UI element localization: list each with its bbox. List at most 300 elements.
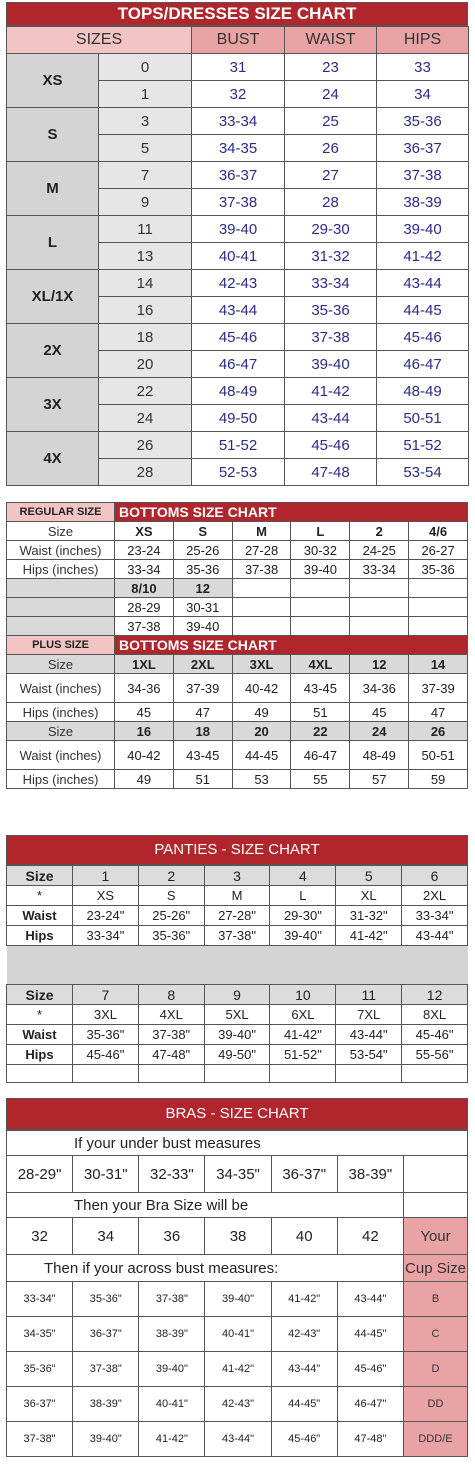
size-cell: 8/10 [115,579,174,598]
across-bust-cell: 36-37" [73,1317,139,1352]
size-letter: 3XL [73,1005,139,1025]
size-cell: 3XL [232,655,291,674]
under-bust-note: If your under bust measures [7,1131,468,1156]
waist-cell: 47-48 [285,459,377,486]
tops-size-chart [6,2,468,486]
bras-note2-row [7,1193,468,1218]
empty-cell [403,1193,467,1218]
waist-cell: 28-29 [115,598,174,617]
size-number: 14 [99,270,192,297]
empty-cell [7,579,115,598]
regular-bottoms-title: BOTTOMS SIZE CHART [115,503,468,522]
across-bust-cell: 35-36" [7,1352,73,1387]
empty-cell [232,579,291,598]
bras-size-chart [6,1098,468,1457]
across-bust-cell: 37-38" [7,1422,73,1457]
waist-cell: 24-25 [350,541,409,560]
bras-note1-row [7,1131,468,1156]
under-bust-cell: 28-29" [7,1156,73,1193]
size-number: 10 [270,985,336,1005]
hips-cell: 44-45 [377,297,469,324]
bust-cell: 45-46 [192,324,285,351]
waist-cell: 28 [285,189,377,216]
waist-cell: 33-34" [402,906,468,926]
waist-cell: 29-30" [270,906,336,926]
bra-size-cell: 38 [205,1218,271,1255]
waist-cell: 34-36 [115,674,174,703]
waist-label: Waist [7,906,73,926]
size-label: 4X [7,432,99,486]
size-letter: 4XL [138,1005,204,1025]
bras-note3-row [7,1255,468,1282]
bust-cell: 46-47 [192,351,285,378]
size-letter: S [138,886,204,906]
extra-hips-row [7,617,468,636]
bra-size-cell: 32 [7,1218,73,1255]
tops-row [7,432,469,459]
regular-waist-row [7,541,468,560]
tops-row [7,270,469,297]
size-label: Size [7,722,115,741]
bra-size-cell: 34 [73,1218,139,1255]
size-letter: L [270,886,336,906]
regular-hips-row [7,560,468,579]
hips-cell: 33 [377,54,469,81]
hips-cell: 35-36" [138,926,204,946]
size-letter: 8XL [402,1005,468,1025]
empty-cell [7,598,115,617]
size-label: 2X [7,324,99,378]
bust-cell: 48-49 [192,378,285,405]
waist-cell: 45-46" [402,1025,468,1045]
tops-row [7,324,469,351]
across-bust-cell: 41-42" [271,1282,337,1317]
size-letter: 2XL [402,886,468,906]
hips-cell: 37-38 [115,617,174,636]
bras-body [7,1282,468,1457]
size-number: 5 [336,866,402,886]
hips-cell: 41-42" [336,926,402,946]
across-bust-cell: 37-38" [73,1352,139,1387]
hips-cell: 57 [350,770,409,789]
panties-g1-letter-row [7,886,468,906]
hips-cell: 35-36 [173,560,232,579]
size-label: S [7,108,99,162]
hips-label: Hips (inches) [7,703,115,722]
size-cell: 12 [173,579,232,598]
size-number: 3 [99,108,192,135]
hips-cell: 48-49 [377,378,469,405]
hips-cell: 51 [291,703,350,722]
across-bust-cell: 34-35" [7,1317,73,1352]
waist-cell: 44-45 [232,741,291,770]
panties-blank-row [7,1065,468,1083]
bust-cell: 34-35 [192,135,285,162]
across-bust-cell: 39-40" [139,1352,205,1387]
bra-size-cell: 36 [139,1218,205,1255]
size-cell: S [173,522,232,541]
plus1-hips-row [7,703,468,722]
across-bust-cell: 42-43" [205,1387,271,1422]
across-bust-note: Then if your across bust measures: [7,1255,404,1282]
size-letter: 5XL [204,1005,270,1025]
waist-cell: 43-44" [336,1025,402,1045]
size-letter: XL [336,886,402,906]
hips-cell: 43-44" [402,926,468,946]
waist-cell: 41-42 [285,378,377,405]
size-number: 7 [99,162,192,189]
bras-size-row [7,1218,468,1255]
waist-cell: 34-36 [350,674,409,703]
plus-size-tag: PLUS SIZE [7,636,115,655]
under-bust-cell: 38-39" [337,1156,403,1193]
bras-cup-row [7,1317,468,1352]
across-bust-cell: 38-39" [139,1317,205,1352]
cup-cell: DDD/E [403,1422,467,1457]
hips-cell: 53-54 [377,459,469,486]
size-cell: 4XL [291,655,350,674]
empty-cell [73,1065,139,1083]
extra-size-row [7,579,468,598]
cup-cell: B [403,1282,467,1317]
hips-cell: 37-38 [377,162,469,189]
regular-size-row [7,522,468,541]
waist-cell: 35-36" [73,1025,139,1045]
size-number: 1 [99,81,192,108]
hips-cell: 45-46" [73,1045,139,1065]
size-number: 11 [99,216,192,243]
size-number: 3 [204,866,270,886]
waist-cell: 27-28" [204,906,270,926]
empty-cell [350,617,409,636]
hips-cell: 33-34" [73,926,139,946]
size-number: 18 [99,324,192,351]
panties-g1-hips-row [7,926,468,946]
cup-cell: D [403,1352,467,1387]
cup-cell: C [403,1317,467,1352]
tops-table [6,26,469,486]
size-number: 9 [204,985,270,1005]
waist-cell: 39-40 [285,351,377,378]
waist-label: Waist [7,1025,73,1045]
hips-cell: 39-40" [270,926,336,946]
across-bust-cell: 43-44" [205,1422,271,1457]
across-bust-cell: 36-37" [7,1387,73,1422]
plus2-size-row [7,722,468,741]
star-label: * [7,886,73,906]
waist-cell: 39-40" [204,1025,270,1045]
hips-cell: 51-52" [270,1045,336,1065]
hips-cell: 47-48" [138,1045,204,1065]
empty-cell [138,1065,204,1083]
waist-label: Waist (inches) [7,674,115,703]
across-bust-cell: 46-47" [337,1387,403,1422]
size-number: 28 [99,459,192,486]
waist-label: Waist (inches) [7,741,115,770]
hips-cell: 39-40 [377,216,469,243]
hips-cell: 33-34 [115,560,174,579]
panties-gap-row [7,946,468,985]
waist-cell: 31-32 [285,243,377,270]
waist-cell: 37-39 [173,674,232,703]
size-label: XS [7,54,99,108]
empty-cell [291,617,350,636]
across-bust-cell: 41-42" [205,1352,271,1387]
panties-chart-title: PANTIES - SIZE CHART [6,835,468,865]
tops-row [7,216,469,243]
size-cell: 12 [350,655,409,674]
empty-cell [403,1156,467,1193]
waist-cell: 25-26 [173,541,232,560]
bottoms-size-chart [6,502,468,789]
size-number: 22 [99,378,192,405]
bottoms-table [6,502,468,789]
panties-g2-hips-row [7,1045,468,1065]
waist-cell: 37-38" [138,1025,204,1045]
size-number: 0 [99,54,192,81]
size-cell: M [232,522,291,541]
header-bust: BUST [192,27,285,54]
plus1-size-row [7,655,468,674]
size-label: Size [7,655,115,674]
tops-row [7,162,469,189]
waist-cell: 43-44 [285,405,377,432]
tops-row [7,378,469,405]
hips-cell: 45 [350,703,409,722]
size-cell: 24 [350,722,409,741]
size-label: 3X [7,378,99,432]
across-bust-cell: 45-46" [337,1352,403,1387]
waist-cell: 50-51 [409,741,468,770]
hips-cell: 35-36 [409,560,468,579]
hips-cell: 51 [173,770,232,789]
hips-label: Hips (inches) [7,560,115,579]
waist-cell: 43-45 [291,674,350,703]
waist-cell: 48-49 [350,741,409,770]
across-bust-cell: 38-39" [73,1387,139,1422]
across-bust-cell: 39-40" [205,1282,271,1317]
across-bust-cell: 43-44" [271,1352,337,1387]
size-cell: 4/6 [409,522,468,541]
empty-cell [350,598,409,617]
bras-cup-row [7,1422,468,1457]
size-number: 24 [99,405,192,432]
waist-cell: 40-42 [115,741,174,770]
across-bust-cell: 39-40" [73,1422,139,1457]
size-label: Size [7,866,73,886]
across-bust-cell: 44-45" [271,1387,337,1422]
panties-g2-letter-row [7,1005,468,1025]
under-bust-cell: 32-33" [139,1156,205,1193]
hips-cell: 35-36 [377,108,469,135]
hips-cell: 59 [409,770,468,789]
waist-cell: 27 [285,162,377,189]
empty-cell [232,598,291,617]
hips-cell: 47 [409,703,468,722]
hips-cell: 50-51 [377,405,469,432]
size-cell: 14 [409,655,468,674]
panties-size-chart [6,835,468,1083]
empty-cell [350,579,409,598]
bra-size-cell: 42 [337,1218,403,1255]
hips-cell: 51-52 [377,432,469,459]
panties-g1-num-row [7,866,468,886]
bust-cell: 31 [192,54,285,81]
size-number: 2 [138,866,204,886]
hips-label: Hips (inches) [7,770,115,789]
empty-cell [204,1065,270,1083]
hips-cell: 46-47 [377,351,469,378]
plus-bottoms-title: BOTTOMS SIZE CHART [115,636,468,655]
empty-cell [409,617,468,636]
cup-cell: DD [403,1387,467,1422]
hips-cell: 37-38 [232,560,291,579]
under-bust-cell: 34-35" [205,1156,271,1193]
hips-cell: 45-46 [377,324,469,351]
hips-label: Hips [7,1045,73,1065]
across-bust-cell: 45-46" [271,1422,337,1457]
hips-cell: 53 [232,770,291,789]
star-label: * [7,1005,73,1025]
bust-cell: 42-43 [192,270,285,297]
waist-cell: 33-34 [285,270,377,297]
size-number: 8 [138,985,204,1005]
hips-cell: 45 [115,703,174,722]
across-bust-cell: 40-41" [139,1387,205,1422]
plus1-waist-row [7,674,468,703]
empty-cell [409,598,468,617]
waist-label: Waist (inches) [7,541,115,560]
hips-cell: 37-38" [204,926,270,946]
bust-cell: 51-52 [192,432,285,459]
hips-cell: 39-40 [291,560,350,579]
regular-size-tag: REGULAR SIZE [7,503,115,522]
across-bust-cell: 33-34" [7,1282,73,1317]
size-cell: 2 [350,522,409,541]
under-bust-cell: 30-31" [73,1156,139,1193]
hips-cell: 39-40 [173,617,232,636]
across-bust-cell: 42-43" [271,1317,337,1352]
plus2-waist-row [7,741,468,770]
hips-cell: 49-50" [204,1045,270,1065]
size-number: 13 [99,243,192,270]
bust-cell: 49-50 [192,405,285,432]
hips-cell: 36-37 [377,135,469,162]
waist-cell: 43-45 [173,741,232,770]
across-bust-cell: 41-42" [139,1422,205,1457]
across-bust-cell: 47-48" [337,1422,403,1457]
empty-cell [409,579,468,598]
size-number: 16 [99,297,192,324]
bust-cell: 52-53 [192,459,285,486]
size-number: 20 [99,351,192,378]
size-cell: L [291,522,350,541]
empty-cell [7,1065,73,1083]
size-number: 4 [270,866,336,886]
plus-title-row [7,636,468,655]
waist-cell: 30-31 [173,598,232,617]
panties-g2-num-row [7,985,468,1005]
across-bust-cell: 35-36" [73,1282,139,1317]
size-cell: 18 [173,722,232,741]
size-cell: 2XL [173,655,232,674]
size-cell: 1XL [115,655,174,674]
waist-cell: 24 [285,81,377,108]
tops-row [7,108,469,135]
empty-cell [291,598,350,617]
waist-cell: 25-26" [138,906,204,926]
waist-cell: 37-39 [409,674,468,703]
size-label: XL/1X [7,270,99,324]
size-label: M [7,162,99,216]
waist-cell: 25 [285,108,377,135]
size-cell: 16 [115,722,174,741]
regular-title-row [7,503,468,522]
size-cell: 22 [291,722,350,741]
empty-cell [402,1065,468,1083]
bras-cup-row [7,1282,468,1317]
waist-cell: 26 [285,135,377,162]
waist-cell: 31-32" [336,906,402,926]
waist-cell: 26-27 [409,541,468,560]
bra-size-cell: 40 [271,1218,337,1255]
size-number: 26 [99,432,192,459]
under-bust-cell: 36-37" [271,1156,337,1193]
your-label: Your [403,1218,467,1255]
empty-cell [7,617,115,636]
waist-cell: 23-24 [115,541,174,560]
bust-cell: 37-38 [192,189,285,216]
bust-cell: 43-44 [192,297,285,324]
panties-g2-waist-row [7,1025,468,1045]
hips-label: Hips [7,926,73,946]
hips-cell: 53-54" [336,1045,402,1065]
empty-cell [270,1065,336,1083]
size-cell: 20 [232,722,291,741]
cup-size-label: Cup Size [403,1255,467,1282]
size-number: 6 [402,866,468,886]
bust-cell: 39-40 [192,216,285,243]
hips-cell: 49 [115,770,174,789]
tops-header-row [7,27,469,54]
size-cell: XS [115,522,174,541]
size-label: Size [7,985,73,1005]
header-hips: HIPS [377,27,469,54]
size-number: 1 [73,866,139,886]
bust-cell: 36-37 [192,162,285,189]
across-bust-cell: 43-44" [337,1282,403,1317]
size-label: L [7,216,99,270]
waist-cell: 40-42 [232,674,291,703]
waist-cell: 46-47 [291,741,350,770]
bust-cell: 33-34 [192,108,285,135]
size-number: 7 [73,985,139,1005]
waist-cell: 37-38 [285,324,377,351]
hips-cell: 38-39 [377,189,469,216]
bras-under-row [7,1156,468,1193]
bust-cell: 32 [192,81,285,108]
bust-cell: 40-41 [192,243,285,270]
across-bust-cell: 40-41" [205,1317,271,1352]
size-cell: 26 [409,722,468,741]
bras-chart-title: BRAS - SIZE CHART [6,1098,468,1130]
size-letter: M [204,886,270,906]
empty-cell [291,579,350,598]
plus2-hips-row [7,770,468,789]
waist-cell: 23-24" [73,906,139,926]
size-letter: XS [73,886,139,906]
hips-cell: 43-44 [377,270,469,297]
